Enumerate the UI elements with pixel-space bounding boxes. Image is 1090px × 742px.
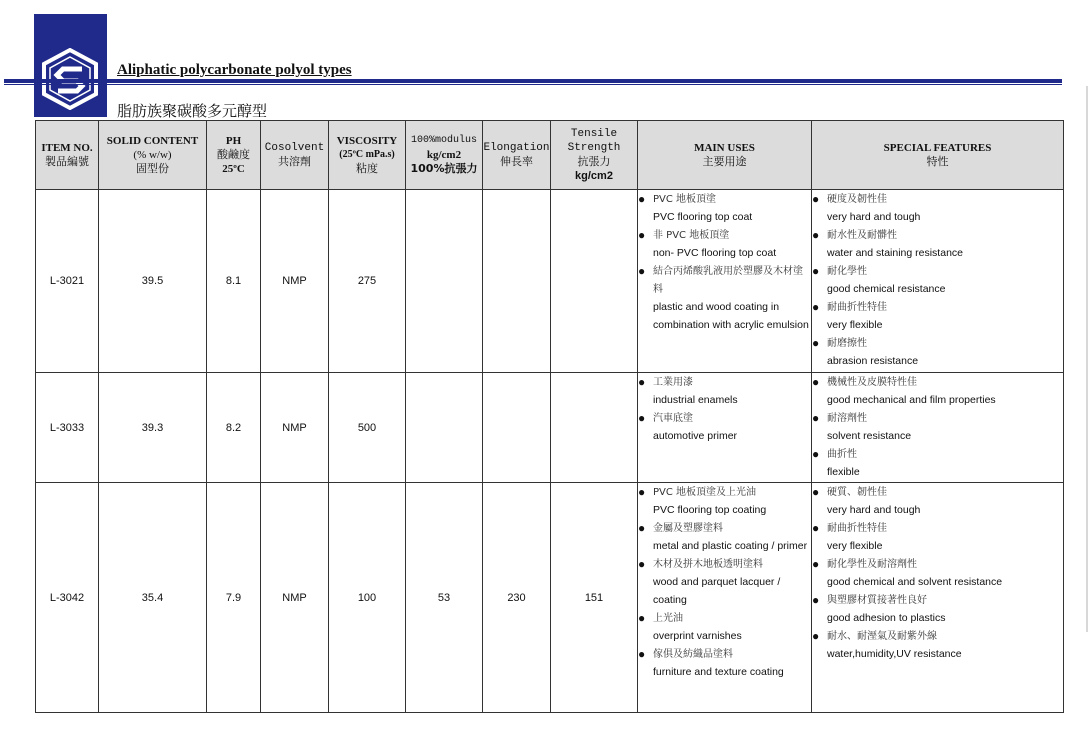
list-item: ● 耐水性及耐髒性 water and staining resistance xyxy=(812,226,1063,262)
table-header-row xyxy=(36,121,1064,190)
list-item: ● PVC 地板頂塗及上光油 PVC flooring top coating xyxy=(638,483,811,519)
col-solid-content: SOLID CONTENT (% w/w) 固型份 xyxy=(99,121,207,190)
bullet-icon: ● xyxy=(812,593,820,607)
cell-modulus: 53 xyxy=(406,483,483,713)
cell-main-uses xyxy=(638,373,812,483)
bullet-icon: ● xyxy=(812,300,820,314)
table-row xyxy=(36,373,1064,483)
list-item: ● 結合丙烯酸乳液用於塑膠及木材塗料 plastic and wood coating in combination with acrylic emulsion xyxy=(638,262,811,334)
col-special-features: SPECIAL FEATURES 特性 xyxy=(812,121,1064,190)
page-title: Aliphatic polycarbonate polyol types xyxy=(117,62,352,78)
col-viscosity: VISCOSITY (25ºC mPa.s) 粘度 xyxy=(329,121,406,190)
list-item: ● 上光油 overprint varnishes xyxy=(638,609,811,645)
list-item: ● 耐化學性 good chemical resistance xyxy=(812,262,1063,298)
cell-special-features xyxy=(812,483,1064,713)
cell-solid-content: 39.5 xyxy=(99,190,207,373)
list-item: ● 硬度及韌性佳 very hard and tough xyxy=(812,190,1063,226)
bullet-icon: ● xyxy=(812,228,820,242)
list-item: ● 汽車底塗 automotive primer xyxy=(638,409,811,445)
table-row xyxy=(36,190,1064,373)
cell-ph: 8.1 xyxy=(207,190,261,373)
list-item: ● 與塑膠材質接著性良好 good adhesion to plastics xyxy=(812,591,1063,627)
cell-tensile: 151 xyxy=(551,483,638,713)
col-tensile-strength: Tensile Strength 抗張力 kg/cm2 xyxy=(551,121,638,190)
company-logo xyxy=(34,14,107,117)
bullet-icon: ● xyxy=(812,557,820,571)
list-item: ● 傢俱及紡織品塗料 furniture and texture coating xyxy=(638,645,811,681)
bullet-icon: ● xyxy=(812,521,820,535)
list-item: ● 耐曲折性特佳 very flexible xyxy=(812,298,1063,334)
bullet-icon: ● xyxy=(812,336,820,350)
cell-elongation: 230 xyxy=(483,483,551,713)
bullet-icon: ● xyxy=(638,192,646,206)
list-item: ● 硬質、韌性佳 very hard and tough xyxy=(812,483,1063,519)
table-row xyxy=(36,483,1064,713)
list-item: ● 曲折性 flexible xyxy=(812,445,1063,481)
list-item: ● 非 PVC 地板頂塗 non- PVC flooring top coat xyxy=(638,226,811,262)
cell-item-no: L-3042 xyxy=(36,483,99,713)
list-item: ● PVC 地板頂塗 PVC flooring top coat xyxy=(638,190,811,226)
col-main-uses: MAIN USES 主要用途 xyxy=(638,121,812,190)
cell-item-no: L-3021 xyxy=(36,190,99,373)
cell-modulus xyxy=(406,190,483,373)
cell-cosolvent: NMP xyxy=(261,483,329,713)
bullet-icon: ● xyxy=(638,647,646,661)
list-item: ● 金屬及塑膠塗料 metal and plastic coating / primer xyxy=(638,519,811,555)
list-item: ● 工業用漆 industrial enamels xyxy=(638,373,811,409)
bullet-icon: ● xyxy=(638,611,646,625)
cell-viscosity: 100 xyxy=(329,483,406,713)
col-ph: PH 酸鹼度 25ºC xyxy=(207,121,261,190)
cell-cosolvent: NMP xyxy=(261,190,329,373)
list-item: ● 耐水、耐溼氣及耐紫外線 water,humidity,UV resistance xyxy=(812,627,1063,663)
list-item: ● 耐磨擦性 abrasion resistance xyxy=(812,334,1063,370)
col-elongation: Elongation 伸長率 xyxy=(483,121,551,190)
bullet-icon: ● xyxy=(638,411,646,425)
bullet-icon: ● xyxy=(812,192,820,206)
cell-elongation xyxy=(483,373,551,483)
bullet-icon: ● xyxy=(638,264,646,278)
bullet-icon: ● xyxy=(812,375,820,389)
cell-special-features xyxy=(812,373,1064,483)
col-item-no: ITEM NO. 製品編號 xyxy=(36,121,99,190)
cell-viscosity: 275 xyxy=(329,190,406,373)
cell-solid-content: 39.3 xyxy=(99,373,207,483)
col-modulus: 100%modulus kg/cm2 100%抗張力 xyxy=(406,121,483,190)
cell-item-no: L-3033 xyxy=(36,373,99,483)
cell-tensile xyxy=(551,190,638,373)
page-edge xyxy=(1086,86,1088,632)
list-item: ● 耐化學性及耐溶劑性 good chemical and solvent resistance xyxy=(812,555,1063,591)
header-rule-thin xyxy=(4,84,1062,85)
list-item: ● 耐溶劑性 solvent resistance xyxy=(812,409,1063,445)
product-table xyxy=(35,120,1064,713)
cell-viscosity: 500 xyxy=(329,373,406,483)
page-subtitle: 脂肪族聚碳酸多元醇型 xyxy=(117,102,268,120)
bullet-icon: ● xyxy=(638,228,646,242)
list-item: ● 耐曲折性特佳 very flexible xyxy=(812,519,1063,555)
list-item: ● 機械性及皮膜特性佳 good mechanical and film properties xyxy=(812,373,1063,409)
cell-tensile xyxy=(551,373,638,483)
header-rule xyxy=(4,79,1062,83)
cell-elongation xyxy=(483,190,551,373)
bullet-icon: ● xyxy=(638,521,646,535)
bullet-icon: ● xyxy=(812,411,820,425)
bullet-icon: ● xyxy=(812,485,820,499)
cell-special-features xyxy=(812,190,1064,373)
cell-ph: 7.9 xyxy=(207,483,261,713)
bullet-icon: ● xyxy=(812,629,820,643)
cell-ph: 8.2 xyxy=(207,373,261,483)
bullet-icon: ● xyxy=(638,557,646,571)
list-item: ● 木材及拼木地板透明塗料 wood and parquet lacquer / coating xyxy=(638,555,811,609)
bullet-icon: ● xyxy=(638,375,646,389)
col-cosolvent: Cosolvent 共溶劑 xyxy=(261,121,329,190)
cell-solid-content: 35.4 xyxy=(99,483,207,713)
cell-modulus xyxy=(406,373,483,483)
cell-main-uses xyxy=(638,483,812,713)
bullet-icon: ● xyxy=(812,264,820,278)
bullet-icon: ● xyxy=(638,485,646,499)
cell-main-uses xyxy=(638,190,812,373)
cell-cosolvent: NMP xyxy=(261,373,329,483)
bullet-icon: ● xyxy=(812,447,820,461)
